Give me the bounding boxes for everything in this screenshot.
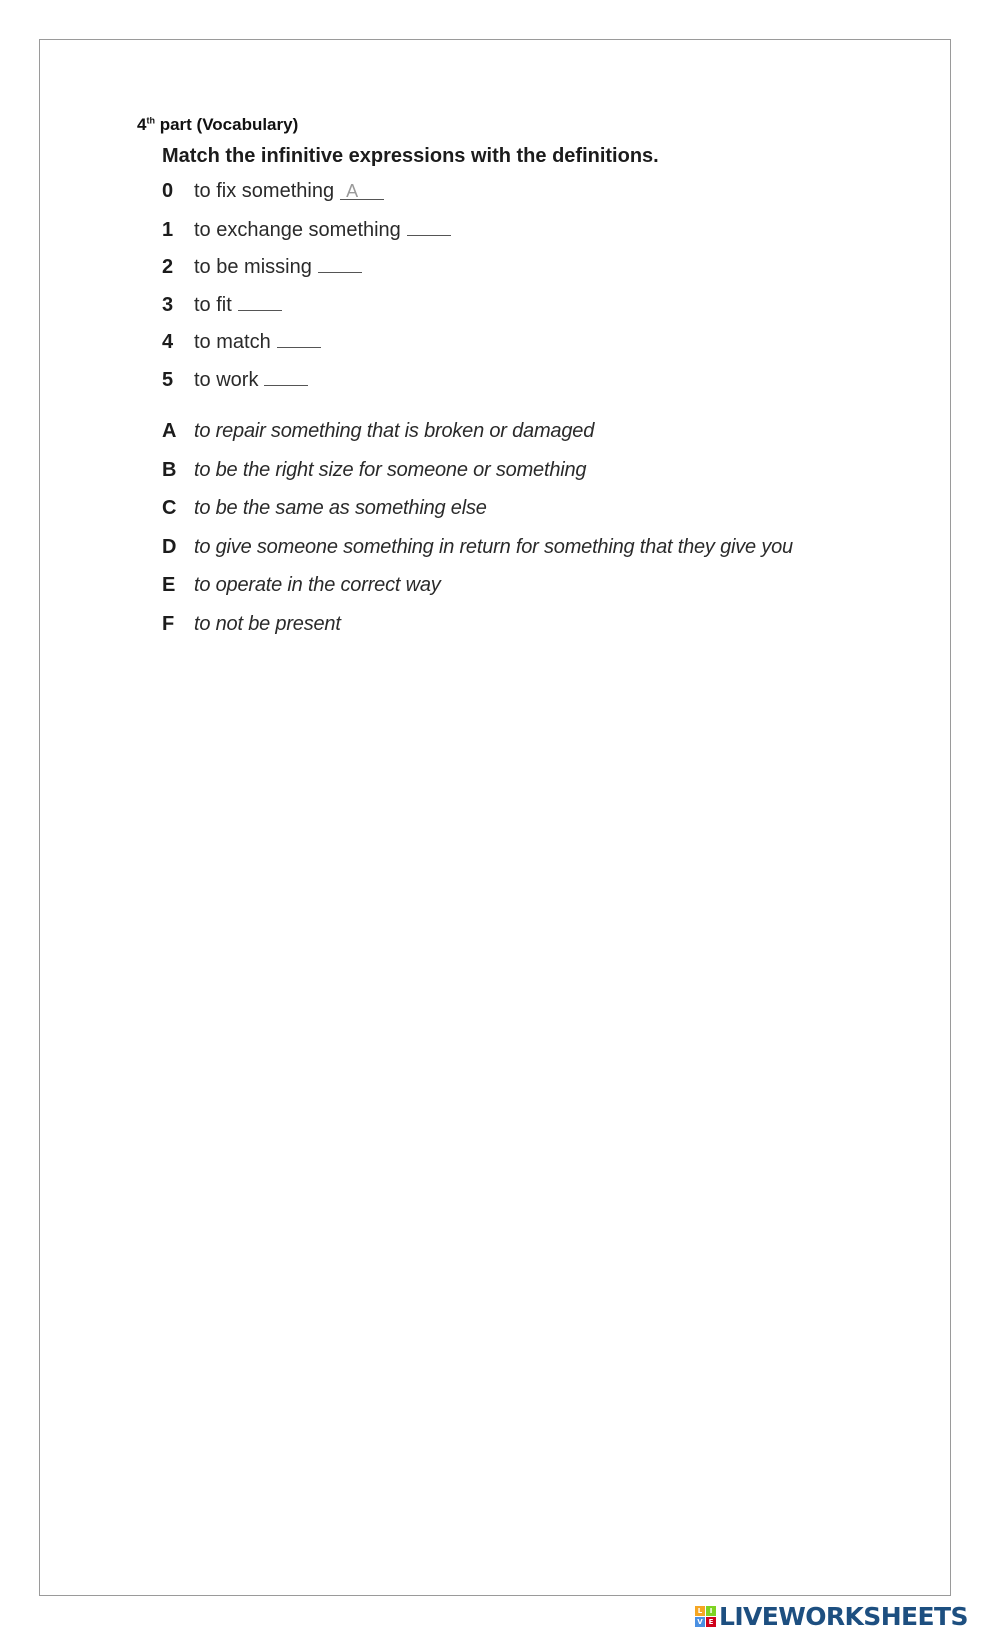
- definition-letter: A: [162, 420, 177, 442]
- part-heading: [137, 115, 298, 135]
- part-number: 4: [137, 115, 147, 134]
- expression-number: 0: [162, 180, 174, 202]
- brand-name: LIVEWORKSHEETS: [719, 1602, 968, 1631]
- instruction-text: Match the infinitive expressions with the definitions.: [162, 145, 659, 167]
- expression-text: to work: [194, 368, 259, 391]
- definition-letter: F: [162, 612, 175, 635]
- expression-number: 2: [162, 256, 174, 278]
- logo-tile: I: [706, 1606, 716, 1616]
- definition-item: [162, 613, 793, 652]
- definition-item: [162, 536, 793, 575]
- answer-blank[interactable]: [318, 255, 362, 273]
- expression-item: [162, 180, 451, 218]
- definition-text: to give someone something in return for something that they give you: [194, 535, 793, 558]
- definition-letter: B: [162, 458, 177, 481]
- expression-number: 5: [162, 368, 174, 391]
- expression-item: [162, 368, 451, 406]
- logo-tile: L: [695, 1606, 705, 1616]
- definition-letter: E: [162, 574, 176, 596]
- expression-text: to match: [194, 331, 271, 353]
- answer-blank[interactable]: [238, 293, 282, 311]
- expression-number: 3: [162, 293, 174, 316]
- expression-text: to exchange something: [194, 218, 401, 241]
- liveworksheets-brand[interactable]: [695, 1602, 968, 1631]
- logo-tile: V: [695, 1617, 705, 1627]
- expression-item: [162, 255, 451, 293]
- answer-blank[interactable]: A: [340, 182, 384, 200]
- definition-text: to be the same as something else: [194, 497, 487, 519]
- expression-item: [162, 293, 451, 331]
- expression-text: to be missing: [194, 256, 312, 278]
- definition-item: [162, 459, 793, 498]
- expressions-list: [162, 180, 451, 405]
- part-title: part (Vocabulary): [154, 115, 299, 134]
- definition-text: to repair something that is broken or damaged: [194, 420, 595, 442]
- expression-number: 1: [162, 218, 174, 241]
- definition-item: [162, 497, 793, 536]
- definition-item: [162, 420, 793, 459]
- liveworksheets-logo-icon: [695, 1606, 716, 1627]
- answer-blank[interactable]: [277, 330, 321, 348]
- definition-text: to not be present: [194, 612, 341, 635]
- expression-number: 4: [162, 331, 174, 353]
- logo-tile: E: [706, 1617, 716, 1627]
- answer-blank[interactable]: [264, 368, 308, 386]
- answer-blank[interactable]: [407, 218, 451, 236]
- definition-item: [162, 574, 793, 613]
- expression-text: to fit: [194, 293, 232, 316]
- definition-letter: C: [162, 497, 177, 519]
- definition-letter: D: [162, 535, 177, 558]
- expression-text: to fix something: [194, 180, 335, 202]
- definition-text: to operate in the correct way: [194, 574, 441, 596]
- part-number-suffix: th: [146, 115, 155, 126]
- expression-item: [162, 218, 451, 256]
- definition-text: to be the right size for someone or something: [194, 458, 587, 481]
- expression-item: [162, 330, 451, 368]
- definitions-list: [162, 420, 793, 651]
